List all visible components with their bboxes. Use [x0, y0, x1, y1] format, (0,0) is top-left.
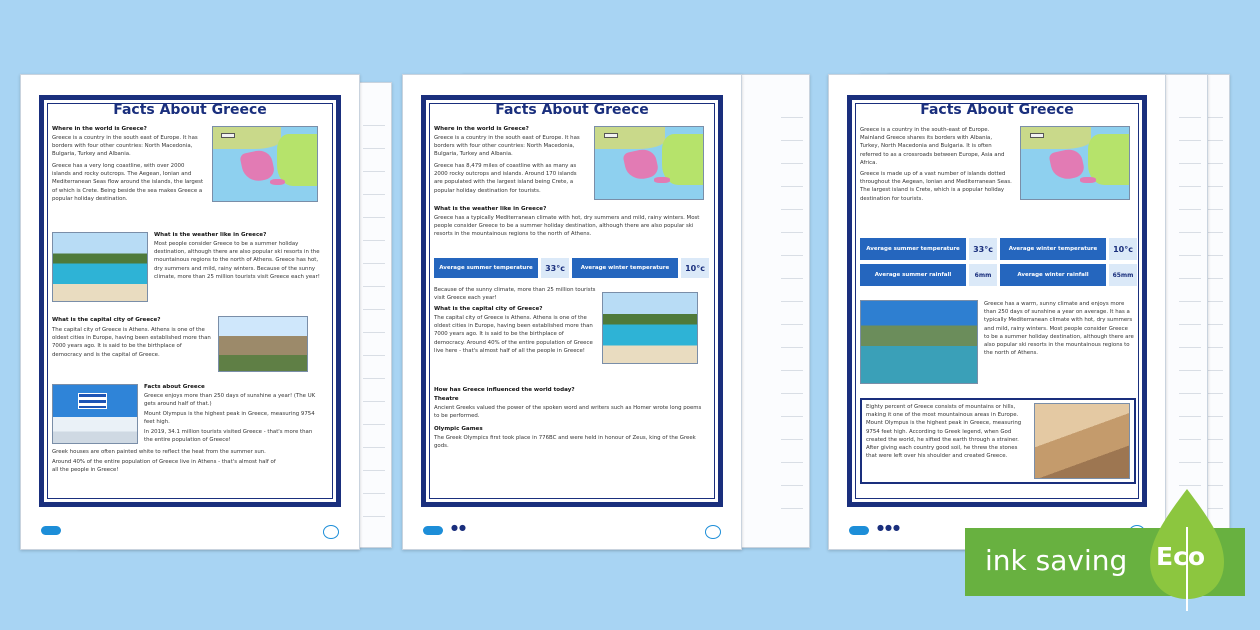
- map-label-box: [221, 133, 235, 138]
- twinkl-logo: [41, 526, 61, 535]
- map-landmass: [213, 127, 281, 149]
- summer-temp-value: 33°c: [969, 238, 997, 260]
- map-landmass: [595, 127, 665, 149]
- fact-item: Mount Olympus is the highest peak in Greece, measuring 9754 feet high.: [144, 411, 315, 426]
- text-where: Greece is a country in the south-east of Europe. Mainland Greece shares its borders with Albania, Turkey, North Macedonia and Bulgaria. It is often referred to as a crossroads between Europe, Asia and Africa.: [860, 127, 1005, 166]
- map-landmass: [277, 134, 317, 186]
- map-greece: [1049, 147, 1087, 182]
- page-frame-inner: [855, 103, 1139, 499]
- summer-temp-label: Average summer temperature: [860, 238, 966, 260]
- ink-saving-label: ink saving: [985, 544, 1128, 577]
- temperature-table: [434, 258, 712, 278]
- text-climate: Greece has a warm, sunny climate and enjoys more than 250 days of sunshine a year on average. It has a typically Mediterranean climate with hot, dry summers and mild, rainy winters. Most people consider Greece to be a summer holiday destination, although there are also popular ski resorts in the mountainous regions to the north of Athens.: [984, 301, 1134, 357]
- winter-rain-label: Average winter rainfall: [1000, 264, 1106, 286]
- heading-where: Where in the world is Greece?: [434, 126, 529, 132]
- winter-rain-value: 65mm: [1109, 264, 1137, 286]
- difficulty-dots: ●●: [451, 523, 467, 532]
- twinkl-logo: [849, 526, 869, 535]
- greek-flag: [78, 393, 107, 409]
- worksheet-page-3[interactable]: [828, 74, 1166, 550]
- text-islands: Greece is made up of a vast number of islands dotted throughout the Aegean, Ionian and Mediterranean Seas. The largest island is Crete, which is a popular holiday destination for tourists.: [860, 171, 1012, 202]
- text-where: Greece is a country in the south east of Europe. It has borders with four other countries: North Macedonia, Bulgaria, Turkey and Albania.: [434, 135, 580, 158]
- heading-influence: How has Greece influenced the world today?: [434, 387, 575, 393]
- text-capital: The capital city of Greece is Athens. Athens is one of the oldest cities in Europe, having been established more than 7000 years ago. It is said to be the birthplace of democracy. Around 40% of the entire population of Greece live here - that's almost half of all the people in Greece!: [434, 315, 593, 354]
- athens-photo: [218, 316, 308, 372]
- page-title: Facts About Greece: [908, 103, 1086, 118]
- quality-seal-icon: [323, 525, 339, 539]
- ruled-lines: [1179, 95, 1201, 527]
- page-frame: [421, 95, 723, 507]
- map-crete: [654, 177, 669, 183]
- heading-capital: What is the capital city of Greece?: [52, 317, 161, 323]
- summer-rain-label: Average summer rainfall: [860, 264, 966, 286]
- beach-photo: [602, 292, 698, 364]
- page-title: Facts About Greece: [483, 103, 661, 118]
- text-mountains: Eighty percent of Greece consists of mountains or hills, making it one of the most mountainous areas in Europe. Mount Olympus is the highest peak in Greece, measuring 9754 feet high. According to Greek legend, when God created the world, he sifted the earth through a strainer. After giving each country good soil, he threw the stones that were left over his shoulder and created Greece.: [866, 404, 1022, 460]
- text-capital: The capital city of Greece is Athens. Athens is one of the oldest cities in Europe, having been established more than 7000 years ago. It is said to be the birthplace of democracy and is the capital of Greece.: [52, 327, 211, 358]
- fact-item: In 2019, 34.1 million tourists visited Greece - that's more than the entire population of Greece!: [144, 429, 313, 444]
- text-olympic: The Greek Olympics first took place in 776BC and were held in honour of Zeus, king of the Greek gods.: [434, 435, 696, 450]
- text-weather: Greece has a typically Mediterranean climate with hot, dry summers and mild, rainy winters. Most people consider Greece to be a summer holiday destination, although there are also popular ski resorts in the mountainous regions to the north of Athens.: [434, 215, 700, 238]
- page-title: Facts About Greece: [101, 103, 279, 118]
- heading-weather: What is the weather like in Greece?: [154, 232, 267, 238]
- winter-temp-label: Average winter temperature: [1000, 238, 1106, 260]
- page-frame: [847, 95, 1147, 507]
- map-label-box: [604, 133, 618, 138]
- worksheet-page-1[interactable]: [20, 74, 360, 550]
- summer-temp-value: 33°c: [541, 258, 569, 278]
- heading-weather: What is the weather like in Greece?: [434, 206, 547, 212]
- page-frame-inner: [429, 103, 715, 499]
- quality-seal-icon: [705, 525, 721, 539]
- temperature-table: [860, 238, 1138, 260]
- winter-temp-value: 10°c: [681, 258, 709, 278]
- map-landmass: [1021, 127, 1091, 149]
- greece-map-image: [212, 126, 318, 202]
- mountains-box: [860, 398, 1136, 484]
- fact-item: Greece enjoys more than 250 days of sunshine a year! (The UK gets around half of that.): [144, 393, 316, 408]
- heading-theatre: Theatre: [434, 396, 459, 402]
- page-frame-inner: [47, 103, 333, 499]
- text-coast: Greece has a very long coastline, with over 2000 islands and rocky outcrops. The Aegean, Ionian and Mediterranean Seas flow around the islands, the largest of which is Crete. Being beside the sea makes Greece a popular holiday destination.: [52, 163, 204, 202]
- heading-capital: What is the capital city of Greece?: [434, 306, 543, 312]
- text-theatre: Ancient Greeks valued the power of the spoken word and writers such as Homer wrote long poems to be performed.: [434, 405, 702, 420]
- mountain-photo: [1034, 403, 1130, 479]
- beach-photo: [52, 232, 148, 302]
- ruled-lines: [363, 103, 385, 527]
- coast-photo: [860, 300, 978, 384]
- greece-map-image: [1020, 126, 1130, 200]
- greek-flag-photo: [52, 384, 138, 444]
- text-where: Greece is a country in the south east of Europe. It has borders with four other countries: North Macedonia, Bulgaria, Turkey and Albania.: [52, 135, 198, 158]
- difficulty-dots: ●●●: [877, 523, 901, 532]
- text-coast: Greece has 8,479 miles of coastline with as many as 2000 rocky outcrops and islands. Around 170 islands are populated with the largest island being Crete, a popular holiday destination for tourists.: [434, 163, 577, 194]
- text-weather: Most people consider Greece to be a summer holiday destination, although there are also popular ski resorts in the mountainous regions to the north of Athens. Greece has hot, dry summers and mild, rainy winters. Because of the sunny climate, more than 25 million tourists visit Greece each year!: [154, 241, 320, 280]
- ruled-lines: [781, 95, 803, 527]
- map-crete: [270, 179, 285, 185]
- heading-olympic: Olympic Games: [434, 426, 483, 432]
- twinkl-logo: [423, 526, 443, 535]
- map-label-box: [1030, 133, 1044, 138]
- map-crete: [1080, 177, 1095, 183]
- greece-map-image: [594, 126, 704, 200]
- worksheet-page-2[interactable]: [402, 74, 742, 550]
- map-greece: [623, 147, 661, 182]
- text-tourists: Because of the sunny climate, more than 25 million tourists visit Greece each year!: [434, 287, 596, 302]
- fact-item: Around 40% of the entire population of Greece live in Athens - that's almost half of all the people in Greece!: [52, 459, 276, 474]
- eco-label: Eco: [1156, 542, 1206, 571]
- heading-facts: Facts about Greece: [144, 384, 205, 390]
- heading-where: Where in the world is Greece?: [52, 126, 147, 132]
- page-frame: [39, 95, 341, 507]
- map-greece: [239, 148, 276, 183]
- summer-temp-label: Average summer temperature: [434, 258, 538, 278]
- summer-rain-value: 6mm: [969, 264, 997, 286]
- winter-temp-label: Average winter temperature: [572, 258, 678, 278]
- fact-item: Greek houses are often painted white to reflect the heat from the summer sun.: [52, 449, 266, 455]
- rainfall-table: [860, 264, 1138, 286]
- winter-temp-value: 10°c: [1109, 238, 1137, 260]
